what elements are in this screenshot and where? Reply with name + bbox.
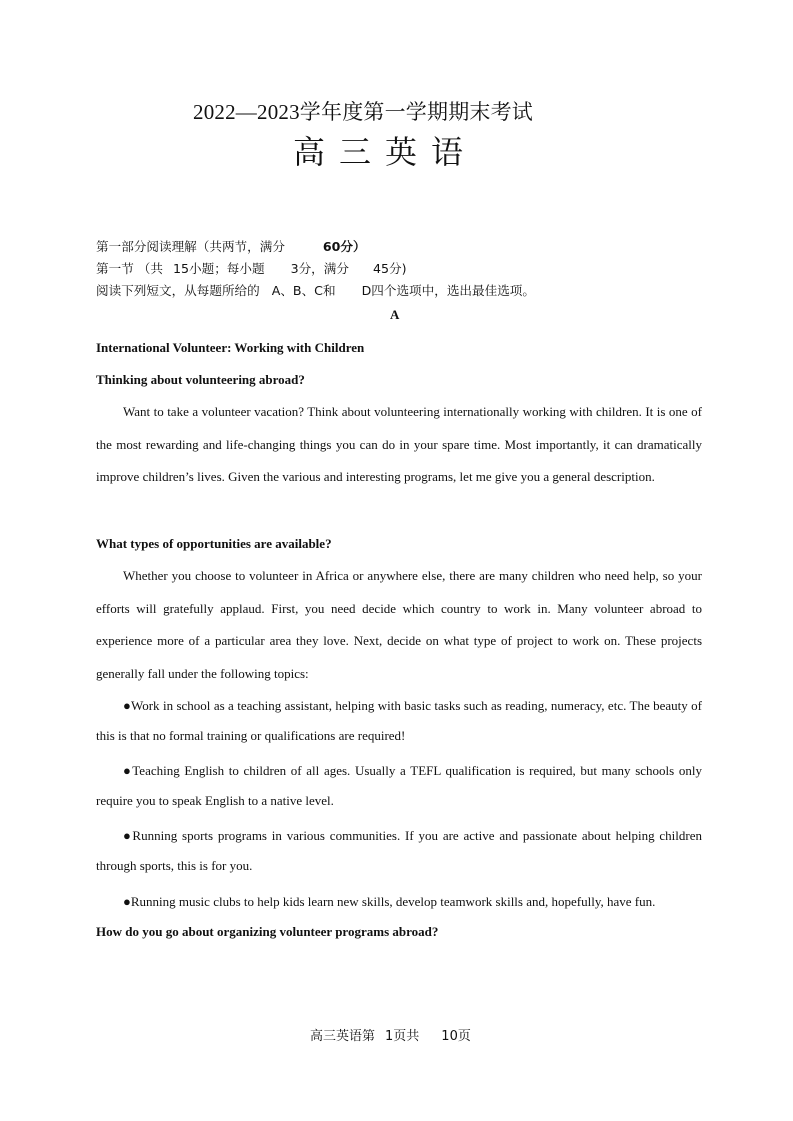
page-footer: 高三英语第 1页共 10页 [310, 1029, 471, 1044]
section-instruction: 第一节 （共 15小题；每小题 3分，满分 45分) [96, 261, 407, 276]
heading-opportunities: What types of opportunities are available? [96, 536, 332, 551]
directions: 阅读下列短文，从每题所给的 A、B、C和 D四个选项中，选出最佳选项。 [96, 283, 535, 298]
subject-title: 高三英语 [293, 133, 478, 171]
bullet-sports: ●Running sports programs in various communities. If you are active and passionate about helping children through sports, this is for you. [96, 828, 702, 873]
heading-organizing: How do you go about organizing volunteer programs abroad? [96, 924, 439, 939]
bullet-school: ●Work in school as a teaching assistant, helping with basic tasks such as reading, numeracy, etc. The beauty of this is that no formal training or qualifications are required! [96, 698, 702, 743]
part-score: 60分） [322, 239, 366, 254]
exam-title: 2022—2023学年度第一学期期末考试 [193, 100, 533, 124]
bullet-english: ●Teaching English to children of all ages. Usually a TEFL qualification is required, but many schools only require you to speak English to a native level. [96, 763, 702, 808]
part-text: 第一部分阅读理解（共两节，满分 [96, 239, 285, 254]
paragraph-intro: Want to take a volunteer vacation? Think about volunteering internationally working with children. It is one of the most rewarding and life-changing things you can do in your spare time. Most importantly, it can dramatically improve children’s lives. Given the various and interesting programs, let me give you a general description. [96, 404, 702, 484]
part-instruction [96, 236, 366, 255]
paragraph-opportunities: Whether you choose to volunteer in Africa or anywhere else, there are many children who need help, so your efforts will gratefully applaud. First, you need decide which country to work in. Many volunteer abroad to experience more of a particular area they love. Next, decide on what type of project to work on. These projects generally fall under the following topics: [96, 568, 702, 681]
passage-title: International Volunteer: Working with Children [96, 340, 365, 355]
heading-thinking: Thinking about volunteering abroad? [96, 372, 305, 387]
passage-label: A [390, 307, 400, 322]
bullet-music: ●Running music clubs to help kids learn new skills, develop teamwork skills and, hopefully, have fun. [123, 894, 656, 909]
